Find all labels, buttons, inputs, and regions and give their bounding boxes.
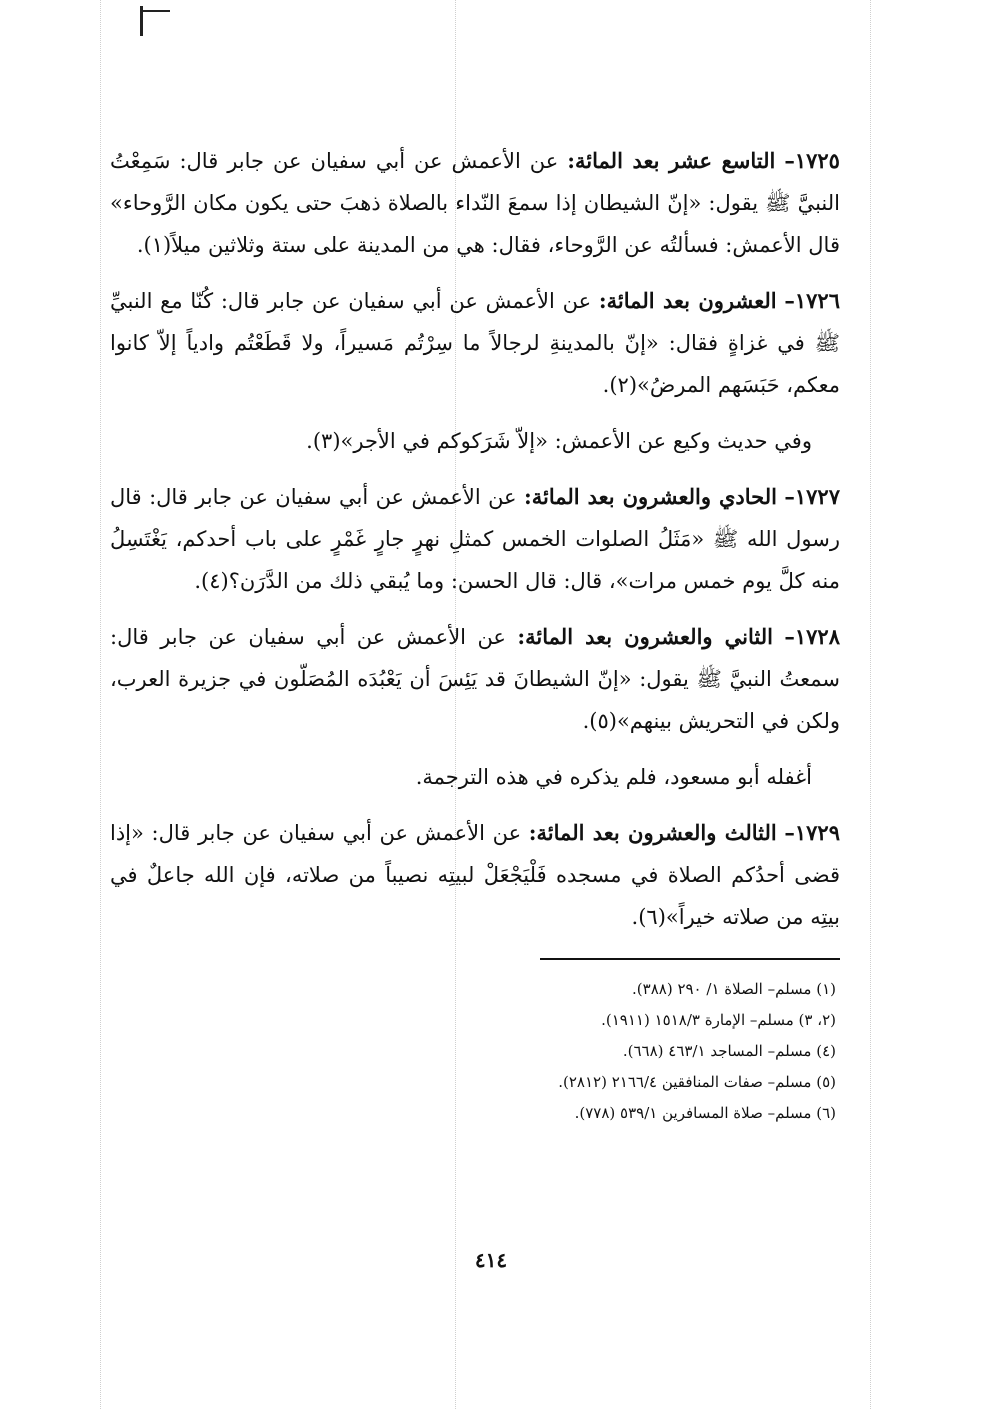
note-text: وفي حديث وكيع عن الأعمش: «إلاّ شَرَكوكم في الأجر»(٣).: [306, 429, 812, 453]
footnote-4: (٤) مسلم– المساجد ٤٦٣/١ (٦٦٨).: [622, 1042, 836, 1060]
entry-number: ١٧٢٨–: [784, 624, 840, 649]
entry-1728: [110, 616, 840, 742]
page-number: ٤١٤: [474, 1248, 508, 1272]
entry-1729: [110, 812, 840, 938]
entry-heading: الحادي والعشرون بعد المائة:: [523, 484, 777, 509]
scan-mark-top-rule: [140, 10, 170, 12]
entry-number: ١٧٢٦–: [784, 288, 840, 313]
entry-1726: [110, 280, 840, 406]
entry-number: ١٧٢٥–: [784, 148, 840, 173]
entry-text: عن الأعمش عن أبي سفيان عن جابر قال: سمعتُ النبيَّ ﷺ يقول: «إنّ الشيطانَ قد يَئِسَ أن يَعْبُدَه المُصَلّون في جزيرة العرب، ولكن في التحريش بينهم»(٥).: [110, 625, 840, 733]
entry-text: عن الأعمش عن أبي سفيان عن جابر قال: سَمِعْتُ النبيَّ ﷺ يقول: «إنّ الشيطان إذا سمعَ النّداء بالصلاة ذهبَ حتى يكون مكان الرَّوحاء» قال الأعمش: فسألتُه عن الرَّوحاء، فقال: هي من المدينة على ستة وثلاثين ميلاً(١).: [110, 149, 840, 257]
entry-text: عن الأعمش عن أبي سفيان عن جابر قال: كُنّا مع النبيِّ ﷺ في غزاةٍ فقال: «إنّ بالمدينةِ لرجالاً ما سِرْتُم مَسيراً، ولا قَطَعْتُم وادياً إلاّ كانوا معكم، حَبَسَهم المرضُ»(٢).: [110, 289, 840, 397]
footnote-separator: [540, 958, 840, 960]
footnote-5: (٥) مسلم– صفات المنافقين ٢١٦٦/٤ (٢٨١٢).: [558, 1073, 836, 1091]
footnote-6: (٦) مسلم– صلاة المسافرين ٥٣٩/١ (٧٧٨).: [574, 1104, 836, 1122]
footnote-1: (١) مسلم– الصلاة ١/ ٢٩٠ (٣٨٨).: [632, 980, 836, 998]
entry-1727: [110, 476, 840, 602]
scan-dots-left: [100, 0, 101, 1409]
note-waki: [110, 420, 840, 462]
entry-text: عن الأعمش عن أبي سفيان عن جابر قال: «إذا قضى أحدُكم الصلاة في مسجده فَلْيَجْعَلْ لبيتِه نصيباً من صلاته، فإن الله جاعلٌ في بيتِه من صلاته خيراً»(٦).: [110, 821, 840, 929]
entry-1725: [110, 140, 840, 266]
entry-heading: العشرون بعد المائة:: [598, 288, 777, 313]
footnotes: [110, 974, 840, 1129]
entry-heading: الثاني والعشرون بعد المائة:: [517, 624, 773, 649]
page-body: [110, 140, 840, 1129]
entry-heading: التاسع عشر بعد المائة:: [567, 148, 776, 173]
entry-number: ١٧٢٩–: [784, 820, 840, 845]
scan-dots-right: [870, 0, 871, 1409]
footnote-2-3: (٢، ٣) مسلم– الإمارة ١٥١٨/٣ (١٩١١).: [601, 1011, 836, 1029]
note-abu-masud: [110, 756, 840, 798]
entry-text: عن الأعمش عن أبي سفيان عن جابر قال: قال رسول الله ﷺ «مَثَلُ الصلوات الخمس كمثلِ نهرٍ جارٍ غَمْرٍ على باب أحدكم، يَغْتَسِلُ منه كلَّ يوم خمس مرات»، قال: قال الحسن: وما يُبقي ذلك من الدَّرَن؟(٤).: [110, 485, 840, 593]
note-text: أغفله أبو مسعود، فلم يذكره في هذه الترجمة.: [415, 765, 812, 789]
entry-heading: الثالث والعشرون بعد المائة:: [528, 820, 777, 845]
entry-number: ١٧٢٧–: [784, 484, 840, 509]
